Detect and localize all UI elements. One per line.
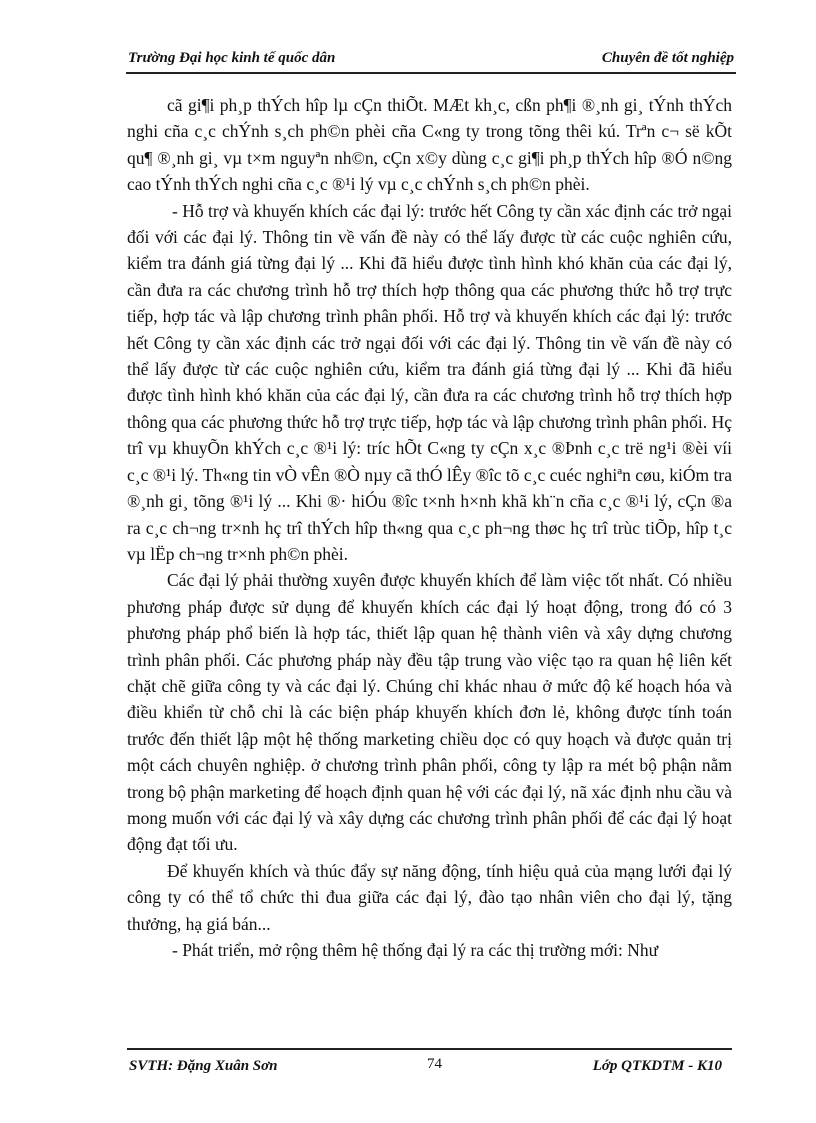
page-footer	[127, 1048, 732, 1084]
paragraph-5: - Phát triển, mở rộng thêm hệ thống đại lý ra các thị trường mới: Như	[172, 940, 659, 960]
paragraph-3: Các đại lý phải thường xuyên được khuyến khích để làm việc tốt nhất. Có nhiều phương pháp được sử dụng để khuyến khích các đại lý hoạt động, trong đó có 3 phương pháp phổ biến là hợp tác, thiết lập quan hệ thành viên và xây dựng chương trình phân phối. Các phương pháp này đều tập trung vào việc tạo ra quan hệ liên kết chặt chẽ giữa công ty và các đại lý. Chúng chỉ khác nhau ở mức độ kế hoạch hóa và điều khiển từ chỗ chỉ là các biện pháp khuyến khích đơn lẻ, không được tính toán trước đến thiết lập một hệ thống marketing chiều dọc có quy hoạch và được quản trị một cách chuyên nghiệp. ở chương trình phân phối, công ty lập ra mét bộ phận nằm trong bộ phận marketing để hoạch định quan hệ với các đại lý, nã xác định nhu cầu và mong muốn với các đại lý và xây dựng các chương trình phân phối để các đại lý hoạt động đạt tối ưu.	[127, 570, 732, 855]
paragraph-4: Để khuyến khích và thúc đẩy sự năng động, tính hiệu quả của mạng lưới đại lý công ty có thể tổ chức thi đua giữa các đại lý, đào tạo nhân viên cho đại lý, tặng thưởng, hạ giá bán...	[127, 860, 732, 934]
page-header	[126, 50, 736, 74]
footer-student: SVTH: Đặng Xuân Sơn	[129, 1058, 278, 1074]
paragraph-1: cã gi¶i ph¸p thÝch hîp lµ cÇn thiÕt. MÆt kh¸c, cßn ph¶i ®¸nh gi¸ tÝnh thÝch nghi cña c¸c chÝnh s¸ch ph©n phèi cña C«ng ty trong tõng thêi kú. Trªn c¬ së kÕt qu¶ ®¸nh gi¸ vµ t×m nguyªn nh©n, cÇn x©y dùng c¸c gi¶i ph¸p thÝch hîp ®Ó n©ng cao tÝnh thÝch nghi cña c¸c ®¹i lý vµ c¸c chÝnh s¸ch ph©n phèi.	[127, 95, 732, 195]
header-doc-type: Chuyên đề tốt nghiệp	[601, 50, 734, 66]
page-number: 74	[427, 1056, 442, 1072]
paragraph-2: - Hỗ trợ và khuyến khích các đại lý: trước hết Công ty cần xác định các trở ngại đối với các đại lý. Thông tin về vấn đề này có thể lấy được từ các cuộc nghiên cứu, kiểm tra đánh giá từng đại lý ... Khi đã hiểu được tình hình khó khăn của các đại lý, cần đưa ra các chương trình hỗ trợ thích hợp thông qua các phương thức hỗ trợ trực tiếp, hợp tác và lập chương trình phân phối. Hỗ trợ và khuyến khích các đại lý: trước hết Công ty cần xác định các trở ngại đối với các đại lý. Thông tin về vấn đề này có thể lấy được từ các cuộc nghiên cứu, kiểm tra đánh giá từng đại lý ... Khi đã hiểu được tình hình khó khăn của các đại lý, cần đưa ra các chương trình hỗ trợ thích hợp thông qua các phương thức hỗ trợ trực tiếp, hợp tác và lập chương trình phân phối. Hç trî vµ khuyÕn khÝch c¸c ®¹i lý: tríc hÕt C«ng ty cÇn x¸c ®Þnh c¸c trë ng¹i ®èi víi c¸c ®¹i lý. Th«ng tin vÒ vÊn ®Ò nµy cã thÓ lÊy ®îc tõ c¸c cuéc nghiªn cøu, kiÓm tra ®¸nh gi¸ tõng ®¹i lý ... Khi ®· hiÓu ®îc t×nh h×nh khã kh¨n cña c¸c ®¹i lý, cÇn ®a ra c¸c ch¬ng tr×nh hç trî thÝch hîp th«ng qua c¸c ph¬ng thøc hç trî trùc tiÕp, hîp t¸c vµ lËp ch¬ng tr×nh ph©n phèi.	[127, 200, 732, 564]
document-body	[127, 92, 732, 963]
header-university: Trường Đại học kinh tế quốc dân	[128, 50, 336, 66]
footer-class: Lớp QTKDTM - K10	[592, 1058, 722, 1074]
